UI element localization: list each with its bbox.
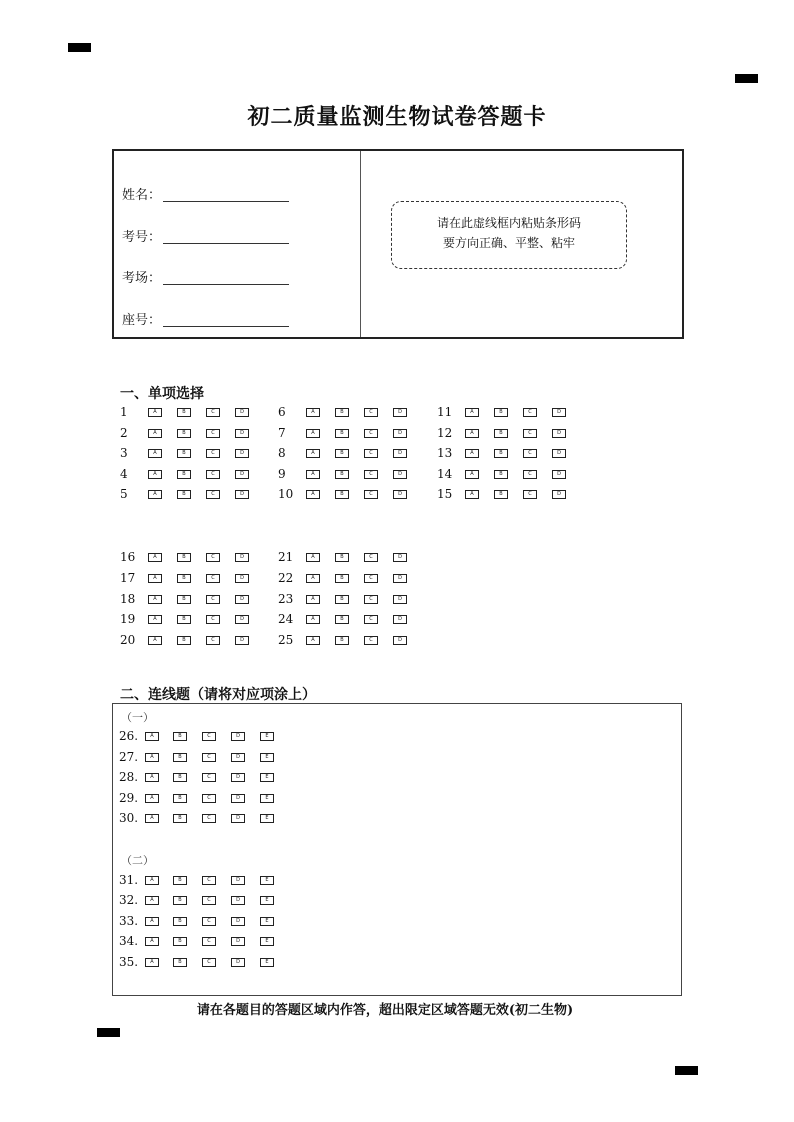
answer-bubble-e[interactable]: E [260,753,274,762]
footer-note: 请在各题目的答题区域内作答，超出限定区域答题无效(初二生物) [196,1003,574,1018]
question-number: 9 [278,467,286,481]
barcode-area[interactable] [391,201,627,269]
answer-bubble-d[interactable]: D [393,553,407,562]
question-row [278,551,438,565]
question-number: 3 [120,446,128,460]
question-number: 17 [120,571,136,585]
answer-bubble-c[interactable]: C [206,449,220,458]
question-number: 33. [119,914,139,928]
question-row [437,468,597,482]
question-row [119,730,279,744]
section1-title: 一、单项选择 [120,386,204,402]
answer-bubble-d[interactable]: D [235,636,249,645]
question-row [278,447,438,461]
answer-bubble-b[interactable]: B [335,636,349,645]
answer-bubble-b[interactable]: B [335,449,349,458]
question-row [119,792,279,806]
answer-bubble-c[interactable]: C [202,937,216,946]
answer-bubble-b[interactable]: B [177,429,191,438]
answer-bubble-b[interactable]: B [494,490,508,499]
question-row [119,935,279,949]
answer-bubble-b[interactable]: B [173,937,187,946]
question-row [120,427,280,441]
question-row [120,551,280,565]
answer-bubble-d[interactable]: D [235,408,249,417]
question-row [278,427,438,441]
answer-bubble-a[interactable]: A [145,896,159,905]
answer-bubble-b[interactable]: B [177,595,191,604]
answer-bubble-b[interactable]: B [335,615,349,624]
question-row [120,488,280,502]
answer-bubble-d[interactable]: D [231,896,245,905]
answer-bubble-c[interactable]: C [202,917,216,926]
answer-bubble-d[interactable]: D [231,753,245,762]
answer-bubble-a[interactable]: A [306,595,320,604]
answer-bubble-c[interactable]: C [523,408,537,417]
question-number: 13 [437,446,453,460]
answer-bubble-b[interactable]: B [173,876,187,885]
question-number: 25 [278,633,294,647]
answer-bubble-d[interactable]: D [235,470,249,479]
question-number: 24 [278,612,294,626]
matching-group-label: （一） [121,711,154,724]
answer-bubble-a[interactable]: A [148,470,162,479]
answer-bubble-b[interactable]: B [173,814,187,823]
barcode-instruction-2: 要方向正确、平整、粘牢 [442,236,575,250]
exam-room-label: 考场： [122,271,162,286]
answer-bubble-e[interactable]: E [260,876,274,885]
alignment-mark-bottom-right [675,1066,698,1075]
answer-bubble-c[interactable]: C [364,574,378,583]
question-number: 10 [278,487,294,501]
question-row [120,572,280,586]
answer-bubble-b[interactable]: B [335,429,349,438]
answer-bubble-d[interactable]: D [393,449,407,458]
answer-bubble-c[interactable]: C [202,773,216,782]
answer-bubble-b[interactable]: B [335,470,349,479]
answer-bubble-c[interactable]: C [206,636,220,645]
question-row [120,447,280,461]
answer-bubble-b[interactable]: B [494,449,508,458]
answer-bubble-e[interactable]: E [260,794,274,803]
answer-bubble-a[interactable]: A [148,408,162,417]
answer-bubble-c[interactable]: C [523,470,537,479]
exam-number-field[interactable] [122,226,289,245]
barcode-instruction-1: 请在此虚线框内粘贴条形码 [436,216,581,230]
answer-bubble-a[interactable]: A [306,553,320,562]
question-number: 30. [119,811,139,825]
answer-bubble-c[interactable]: C [206,615,220,624]
answer-bubble-a[interactable]: A [465,490,479,499]
answer-bubble-b[interactable]: B [335,574,349,583]
exam-room-line[interactable] [163,284,289,285]
answer-bubble-b[interactable]: B [173,753,187,762]
exam-number-line[interactable] [163,243,289,244]
exam-number-label: 考号： [122,230,162,245]
answer-bubble-d[interactable]: D [235,429,249,438]
answer-bubble-c[interactable]: C [206,429,220,438]
matching-group-label: （二） [121,854,154,867]
answer-bubble-e[interactable]: E [260,732,274,741]
answer-bubble-a[interactable]: A [306,449,320,458]
question-row [119,812,279,826]
answer-bubble-a[interactable]: A [465,429,479,438]
answer-bubble-b[interactable]: B [177,408,191,417]
answer-bubble-a[interactable]: A [306,429,320,438]
question-row [119,771,279,785]
answer-bubble-b[interactable]: B [173,896,187,905]
question-number: 8 [278,446,286,460]
alignment-mark-top-right [735,74,758,83]
answer-bubble-a[interactable]: A [306,490,320,499]
question-row [278,613,438,627]
question-row [278,488,438,502]
question-number: 22 [278,571,294,585]
answer-bubble-d[interactable]: D [393,636,407,645]
answer-bubble-b[interactable]: B [173,917,187,926]
question-number: 26. [119,729,139,743]
answer-bubble-c[interactable]: C [523,490,537,499]
question-number: 31. [119,873,139,887]
answer-bubble-a[interactable]: A [145,732,159,741]
question-number: 5 [120,487,128,501]
question-number: 2 [120,426,128,440]
answer-bubble-d[interactable]: D [231,814,245,823]
seat-number-field[interactable] [122,309,289,328]
question-row [120,634,280,648]
matching-answer-box [112,703,682,996]
answer-bubble-a[interactable]: A [145,958,159,967]
answer-bubble-c[interactable]: C [364,408,378,417]
question-row [120,593,280,607]
answer-bubble-a[interactable]: A [306,408,320,417]
question-row [119,874,279,888]
answer-bubble-b[interactable]: B [177,553,191,562]
answer-bubble-c[interactable]: C [206,574,220,583]
answer-bubble-d[interactable]: D [393,615,407,624]
question-number: 11 [437,405,453,419]
answer-bubble-b[interactable]: B [177,470,191,479]
question-number: 35. [119,955,139,969]
answer-bubble-d[interactable]: D [231,794,245,803]
answer-bubble-a[interactable]: A [148,490,162,499]
answer-bubble-a[interactable]: A [306,636,320,645]
answer-bubble-a[interactable]: A [465,470,479,479]
answer-bubble-d[interactable]: D [393,595,407,604]
answer-bubble-a[interactable]: A [145,794,159,803]
question-number: 15 [437,487,453,501]
answer-bubble-c[interactable]: C [364,470,378,479]
answer-bubble-d[interactable]: D [231,773,245,782]
question-number: 7 [278,426,286,440]
answer-bubble-a[interactable]: A [306,615,320,624]
question-number: 16 [120,550,136,564]
answer-bubble-b[interactable]: B [494,470,508,479]
question-row [119,956,279,970]
answer-bubble-b[interactable]: B [335,553,349,562]
answer-bubble-c[interactable]: C [206,595,220,604]
answer-bubble-a[interactable]: A [306,470,320,479]
answer-bubble-d[interactable]: D [231,958,245,967]
answer-bubble-d[interactable]: D [393,470,407,479]
answer-bubble-c[interactable]: C [364,615,378,624]
answer-bubble-a[interactable]: A [148,636,162,645]
answer-bubble-a[interactable]: A [306,574,320,583]
question-number: 32. [119,893,139,907]
question-row [437,488,597,502]
answer-bubble-d[interactable]: D [552,408,566,417]
question-row [437,427,597,441]
answer-bubble-c[interactable]: C [202,896,216,905]
answer-bubble-a[interactable]: A [145,876,159,885]
answer-bubble-a[interactable]: A [145,753,159,762]
question-row [278,634,438,648]
answer-bubble-c[interactable]: C [364,595,378,604]
answer-bubble-d[interactable]: D [393,574,407,583]
question-row [119,915,279,929]
answer-bubble-d[interactable]: D [393,408,407,417]
question-number: 18 [120,592,136,606]
answer-bubble-a[interactable]: A [145,937,159,946]
answer-bubble-d[interactable]: D [231,937,245,946]
answer-bubble-a[interactable]: A [145,773,159,782]
answer-bubble-a[interactable]: A [145,814,159,823]
answer-bubble-c[interactable]: C [202,814,216,823]
question-number: 23 [278,592,294,606]
answer-bubble-e[interactable]: E [260,917,274,926]
question-number: 20 [120,633,136,647]
answer-bubble-e[interactable]: E [260,814,274,823]
seat-number-label: 座号： [122,313,162,328]
answer-bubble-c[interactable]: C [202,958,216,967]
answer-bubble-c[interactable]: C [523,449,537,458]
section2-title: 二、连线题（请将对应项涂上） [120,687,316,703]
question-row [119,894,279,908]
answer-bubble-d[interactable]: D [231,876,245,885]
answer-bubble-a[interactable]: A [145,917,159,926]
question-row [437,447,597,461]
answer-bubble-b[interactable]: B [335,595,349,604]
answer-bubble-d[interactable]: D [235,615,249,624]
answer-bubble-a[interactable]: A [148,429,162,438]
answer-bubble-d[interactable]: D [393,429,407,438]
answer-bubble-d[interactable]: D [552,470,566,479]
answer-bubble-b[interactable]: B [173,732,187,741]
answer-bubble-c[interactable]: C [206,553,220,562]
question-row [120,468,280,482]
student-info-fields [114,151,361,337]
question-number: 29. [119,791,139,805]
answer-bubble-d[interactable]: D [235,553,249,562]
question-number: 19 [120,612,136,626]
question-number: 28. [119,770,139,784]
answer-bubble-e[interactable]: E [260,773,274,782]
answer-bubble-c[interactable]: C [206,490,220,499]
question-row [278,468,438,482]
answer-bubble-a[interactable]: A [465,449,479,458]
answer-bubble-d[interactable]: D [231,917,245,926]
question-number: 27. [119,750,139,764]
answer-bubble-b[interactable]: B [335,408,349,417]
answer-bubble-d[interactable]: D [235,449,249,458]
answer-bubble-c[interactable]: C [364,636,378,645]
answer-bubble-c[interactable]: C [364,449,378,458]
answer-bubble-c[interactable]: C [364,553,378,562]
answer-bubble-b[interactable]: B [494,408,508,417]
alignment-mark-bottom-left [97,1028,120,1037]
exam-room-field[interactable] [122,267,289,286]
answer-bubble-b[interactable]: B [177,574,191,583]
answer-bubble-b[interactable]: B [177,490,191,499]
answer-bubble-d[interactable]: D [552,490,566,499]
answer-bubble-c[interactable]: C [202,876,216,885]
answer-bubble-a[interactable]: A [148,595,162,604]
answer-bubble-e[interactable]: E [260,958,274,967]
answer-bubble-a[interactable]: A [148,615,162,624]
answer-bubble-d[interactable]: D [235,490,249,499]
question-row [120,406,280,420]
answer-bubble-b[interactable]: B [335,490,349,499]
name-label: 姓名： [122,188,162,203]
question-number: 14 [437,467,453,481]
answer-bubble-a[interactable]: A [465,408,479,417]
answer-bubble-c[interactable]: C [206,408,220,417]
question-row [278,593,438,607]
answer-bubble-b[interactable]: B [173,773,187,782]
question-number: 34. [119,934,139,948]
answer-bubble-e[interactable]: E [260,896,274,905]
answer-bubble-c[interactable]: C [202,732,216,741]
answer-bubble-a[interactable]: A [148,553,162,562]
answer-bubble-a[interactable]: A [148,574,162,583]
answer-bubble-c[interactable]: C [364,490,378,499]
answer-bubble-e[interactable]: E [260,937,274,946]
answer-bubble-d[interactable]: D [235,595,249,604]
answer-bubble-b[interactable]: B [173,794,187,803]
student-info-box [112,149,684,339]
question-number: 21 [278,550,294,564]
answer-bubble-b[interactable]: B [177,449,191,458]
answer-bubble-d[interactable]: D [235,574,249,583]
question-row [278,406,438,420]
question-number: 4 [120,467,128,481]
seat-number-line[interactable] [163,326,289,327]
answer-bubble-d[interactable]: D [393,490,407,499]
question-row [120,613,280,627]
answer-bubble-b[interactable]: B [494,429,508,438]
answer-bubble-c[interactable]: C [364,429,378,438]
answer-bubble-b[interactable]: B [177,615,191,624]
question-row [437,406,597,420]
alignment-mark-top-left [68,43,91,52]
answer-bubble-a[interactable]: A [148,449,162,458]
answer-bubble-c[interactable]: C [523,429,537,438]
answer-bubble-b[interactable]: B [177,636,191,645]
question-row [119,751,279,765]
answer-bubble-b[interactable]: B [173,958,187,967]
question-number: 6 [278,405,286,419]
question-row [278,572,438,586]
answer-bubble-d[interactable]: D [552,429,566,438]
name-field[interactable] [122,184,289,203]
answer-bubble-d[interactable]: D [231,732,245,741]
question-number: 1 [120,405,128,419]
answer-bubble-c[interactable]: C [202,753,216,762]
question-number: 12 [437,426,453,440]
answer-bubble-c[interactable]: C [206,470,220,479]
page-title: 初二质量监测生物试卷答题卡 [247,104,547,130]
answer-bubble-d[interactable]: D [552,449,566,458]
name-line[interactable] [163,201,289,202]
answer-bubble-c[interactable]: C [202,794,216,803]
